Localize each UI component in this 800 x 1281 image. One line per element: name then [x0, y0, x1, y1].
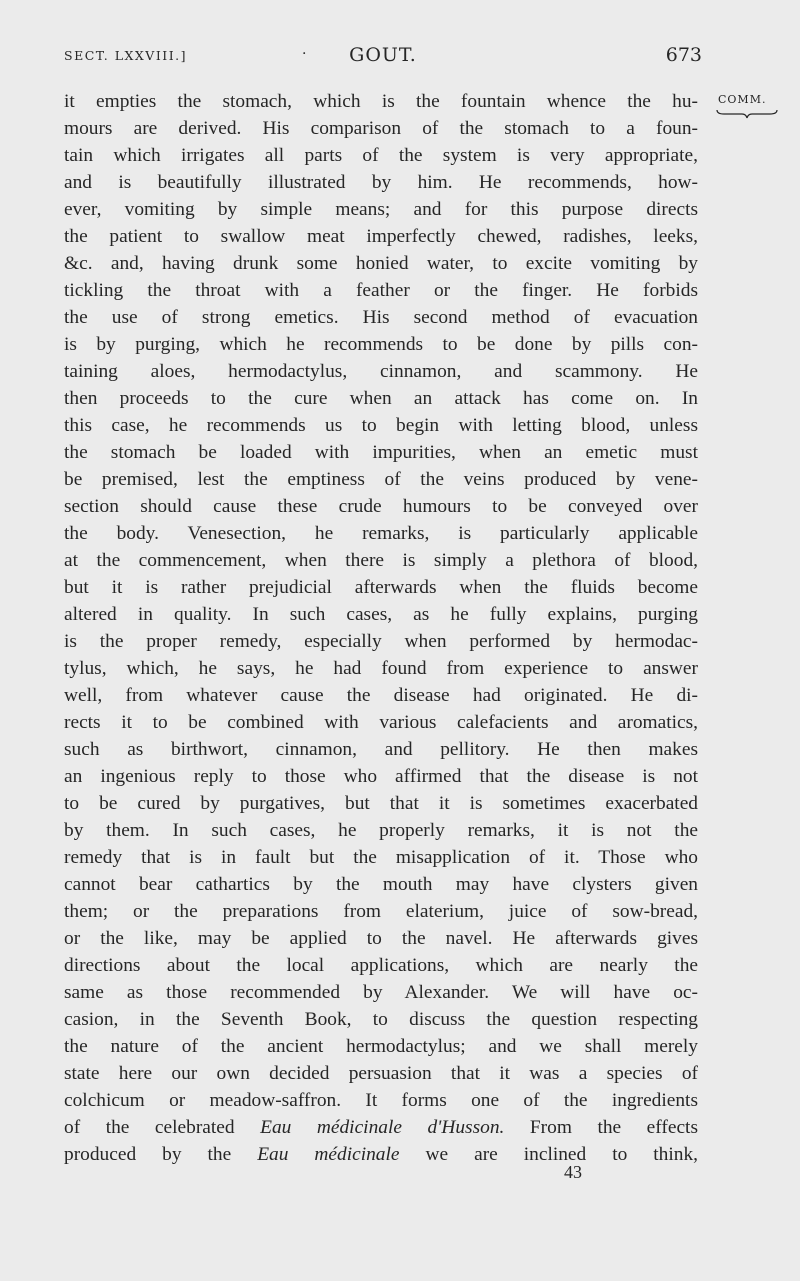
text-line: to be cured by purgatives, but that it is sometimes exacerbated — [64, 793, 698, 814]
text-line: taining aloes, hermodactylus, cinnamon, and scammony. He — [64, 361, 698, 382]
text-line: it empties the stomach, which is the fountain whence the hu- — [64, 91, 698, 112]
text-segment: From the effects — [504, 1117, 698, 1138]
italic-title: Eau médicinale d'Husson. — [260, 1117, 505, 1138]
text-line: by them. In such cases, he properly remarks, it is not the — [64, 820, 698, 841]
text-line: the use of strong emetics. His second method of evacuation — [64, 307, 698, 328]
body-text — [64, 88, 698, 1168]
text-line: is the proper remedy, especially when performed by hermodac- — [64, 631, 698, 652]
text-line: then proceeds to the cure when an attack has come on. In — [64, 388, 698, 409]
text-line: is by purging, which he recommends to be done by pills con- — [64, 334, 698, 355]
section-label: SECT. LXXVIII.] — [64, 48, 187, 63]
text-line: section should cause these crude humours to be conveyed over — [64, 496, 698, 517]
text-line: rects it to be combined with various calefacients and aromatics, — [64, 712, 698, 733]
text-line: directions about the local applications, which are nearly the — [64, 955, 698, 976]
running-header — [64, 44, 702, 74]
text-line: colchicum or meadow-saffron. It forms one of the ingredients — [64, 1090, 698, 1111]
text-line: tickling the throat with a feather or the finger. He forbids — [64, 280, 698, 301]
text-line: the patient to swallow meat imperfectly chewed, radishes, leeks, — [64, 226, 698, 247]
text-line: at the commencement, when there is simply a plethora of blood, — [64, 550, 698, 571]
margin-note — [718, 93, 798, 120]
text-line: the body. Venesection, he remarks, is particularly applicable — [64, 523, 698, 544]
signature-mark: 43 — [564, 1162, 582, 1182]
text-line: altered in quality. In such cases, as he fully explains, purging — [64, 604, 698, 625]
text-line: tain which irrigates all parts of the system is very appropriate, — [64, 145, 698, 166]
header-dot: · — [302, 46, 307, 62]
text-line: same as those recommended by Alexander. We will have oc- — [64, 982, 698, 1003]
text-line: cannot bear cathartics by the mouth may have clysters given — [64, 874, 698, 895]
text-line: be premised, lest the emptiness of the veins produced by vene- — [64, 469, 698, 490]
text-line: ever, vomiting by simple means; and for this purpose directs — [64, 199, 698, 220]
text-line: them; or the preparations from elaterium, juice of sow-bread, — [64, 901, 698, 922]
text-line: casion, in the Seventh Book, to discuss the question respecting — [64, 1009, 698, 1030]
text-line: &c. and, having drunk some honied water, to excite vomiting by — [64, 253, 698, 274]
text-line: the nature of the ancient hermodactylus; and we shall merely — [64, 1036, 698, 1057]
text-line: such as birthwort, cinnamon, and pellitory. He then makes — [64, 739, 698, 760]
text-line — [64, 1114, 698, 1141]
text-segment: produced by the — [64, 1144, 258, 1165]
text-line: or the like, may be applied to the navel. He afterwards gives — [64, 928, 698, 949]
text-segment: of the celebrated — [64, 1117, 261, 1138]
text-line: and is beautifully illustrated by him. He recommends, how- — [64, 172, 698, 193]
text-line: the stomach be loaded with impurities, when an emetic must — [64, 442, 698, 463]
page-title: GOUT. — [349, 44, 417, 66]
italic-title: Eau médicinale — [257, 1144, 400, 1165]
text-line: tylus, which, he says, he had found from experience to answer — [64, 658, 698, 679]
text-line: an ingenious reply to those who affirmed that the disease is not — [64, 766, 698, 787]
text-line — [64, 1141, 698, 1168]
text-line: state here our own decided persuasion that it was a species of — [64, 1063, 698, 1084]
text-segment: we are inclined to think, — [399, 1144, 698, 1165]
text-line: well, from whatever cause the disease had originated. He di- — [64, 685, 698, 706]
brace-icon — [716, 108, 778, 120]
page-number: 673 — [665, 44, 702, 66]
text-line: remedy that is in fault but the misapplication of it. Those who — [64, 847, 698, 868]
text-line: but it is rather prejudicial afterwards when the fluids become — [64, 577, 698, 598]
text-line: mours are derived. His comparison of the stomach to a foun- — [64, 118, 698, 139]
text-line: this case, he recommends us to begin with letting blood, unless — [64, 415, 698, 436]
margin-label: COMM. — [718, 93, 767, 106]
